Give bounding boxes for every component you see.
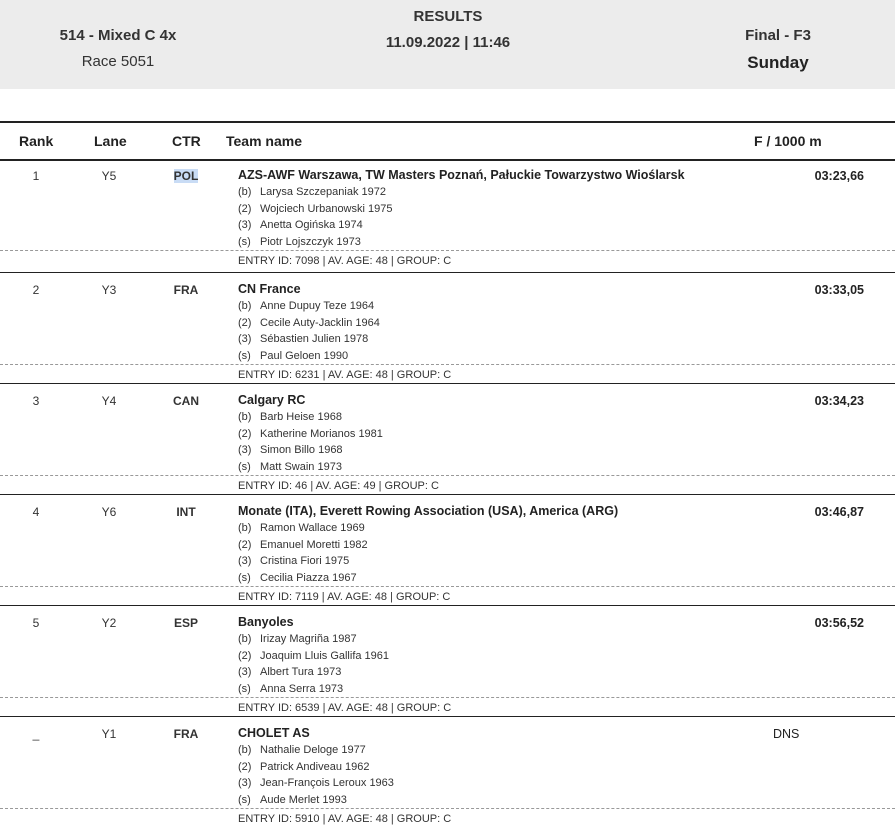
crew-name: Ramon Wallace 1969 xyxy=(260,522,365,534)
team-name: CHOLET AS xyxy=(238,726,310,740)
crew-member xyxy=(238,572,357,584)
lane-cell: Y4 xyxy=(101,394,117,408)
rank-cell: 1 xyxy=(32,169,40,183)
table-row xyxy=(0,159,895,270)
event-title: 514 - Mixed C 4x xyxy=(59,27,177,44)
crew-name: Wojciech Urbanowski 1975 xyxy=(260,202,393,215)
country-cell xyxy=(150,283,222,297)
crew-seat: (2) xyxy=(238,649,252,662)
crew-name: Cristina Fiori 1975 xyxy=(260,555,350,567)
team-name: Monate (ITA), Everett Rowing Association (USA), America (ARG) xyxy=(238,504,619,518)
row-divider xyxy=(0,364,895,365)
race-datetime: 11.09.2022 | 11:46 xyxy=(385,34,511,51)
country-code: FRA xyxy=(173,727,199,741)
time-cell: DNS xyxy=(773,727,800,741)
results-header xyxy=(0,0,895,89)
rank-cell: _ xyxy=(32,727,40,741)
crew-member xyxy=(238,633,357,645)
crew-seat: (3) xyxy=(238,777,252,789)
crew-member xyxy=(238,350,348,362)
crew-name: Barb Heise 1968 xyxy=(260,411,342,423)
crew-seat: (3) xyxy=(238,219,252,231)
table-row xyxy=(0,494,895,606)
crew-seat: (s) xyxy=(238,460,251,473)
crew-name: Nathalie Deloge 1977 xyxy=(260,744,366,756)
time-cell: 03:33,05 xyxy=(814,283,864,297)
crew-seat: (2) xyxy=(238,202,252,215)
crew-name: Cecile Auty-Jacklin 1964 xyxy=(260,316,380,329)
entry-info: ENTRY ID: 5910 | AV. AGE: 48 | GROUP: C xyxy=(238,813,452,825)
country-code: INT xyxy=(176,505,196,519)
table-header xyxy=(0,121,895,161)
crew-name: Patrick Andiveau 1962 xyxy=(260,760,370,773)
rank-cell: 5 xyxy=(32,616,40,630)
crew-seat: (s) xyxy=(238,571,251,584)
crew-member xyxy=(238,186,386,198)
crew-member xyxy=(238,461,342,473)
rank-cell: 3 xyxy=(32,394,40,408)
crew-name: Larysa Szczepaniak 1972 xyxy=(260,186,386,198)
crew-seat: (2) xyxy=(238,538,252,551)
crew-seat: (b) xyxy=(238,186,252,198)
crew-seat: (3) xyxy=(238,555,252,567)
crew-name: Albert Tura 1973 xyxy=(260,666,342,678)
lane-cell: Y2 xyxy=(101,616,117,630)
crew-name: Joaquim Lluis Gallifa 1961 xyxy=(260,649,390,662)
results-title: RESULTS xyxy=(413,8,483,25)
crew-name: Irizay Magriña 1987 xyxy=(260,633,357,645)
final-label: Final - F3 xyxy=(745,27,811,44)
crew-seat: (3) xyxy=(238,444,252,456)
crew-member xyxy=(238,428,383,440)
country-code: ESP xyxy=(173,616,198,630)
crew-member xyxy=(238,203,392,215)
race-day: Sunday xyxy=(747,53,809,72)
country-cell xyxy=(150,394,222,408)
col-ctr: CTR xyxy=(172,133,201,149)
crew-member xyxy=(238,555,349,567)
crew-member xyxy=(238,317,380,329)
crew-member xyxy=(238,761,369,773)
crew-member xyxy=(238,744,366,756)
time-cell: 03:34,23 xyxy=(814,394,864,408)
rank-cell: 4 xyxy=(32,505,40,519)
crew-seat: (b) xyxy=(238,300,252,312)
team-name: Banyoles xyxy=(238,615,294,629)
entry-info: ENTRY ID: 7098 | AV. AGE: 48 | GROUP: C xyxy=(238,255,452,267)
lane-cell: Y5 xyxy=(101,169,117,183)
crew-name: Katherine Morianos 1981 xyxy=(260,427,383,440)
table-row xyxy=(0,716,895,828)
crew-name: Aude Merlet 1993 xyxy=(260,793,347,806)
crew-seat: (3) xyxy=(238,333,252,345)
crew-name: Sébastien Julien 1978 xyxy=(260,333,369,345)
crew-seat: (2) xyxy=(238,760,252,773)
rank-cell: 2 xyxy=(32,283,40,297)
crew-seat: (b) xyxy=(238,522,252,534)
team-name: AZS-AWF Warszawa, TW Masters Poznań, Pałuckie Towarzystwo Wioślarsk xyxy=(238,168,685,182)
crew-name: Matt Swain 1973 xyxy=(260,460,342,473)
col-rank: Rank xyxy=(19,133,54,149)
time-cell: 03:23,66 xyxy=(814,169,864,183)
race-number: Race 5051 xyxy=(81,53,155,70)
crew-name: Simon Billo 1968 xyxy=(260,444,343,456)
col-team-name: Team name xyxy=(226,133,302,149)
crew-seat: (s) xyxy=(238,349,251,362)
lane-cell: Y6 xyxy=(101,505,117,519)
country-cell xyxy=(150,169,222,183)
country-code: CAN xyxy=(173,394,199,408)
crew-name: Anetta Ogińska 1974 xyxy=(260,219,363,231)
country-code: FRA xyxy=(173,283,199,297)
row-divider xyxy=(0,475,895,476)
table-row xyxy=(0,605,895,717)
entry-info: ENTRY ID: 7119 | AV. AGE: 48 | GROUP: C xyxy=(238,591,451,603)
crew-seat: (s) xyxy=(238,235,251,248)
crew-member xyxy=(238,411,342,423)
crew-name: Jean-François Leroux 1963 xyxy=(260,777,394,789)
crew-member xyxy=(238,444,343,456)
entry-info: ENTRY ID: 6539 | AV. AGE: 48 | GROUP: C xyxy=(238,702,452,714)
time-cell: 03:46,87 xyxy=(814,505,864,519)
col-time: F / 1000 m xyxy=(754,133,822,149)
crew-member xyxy=(238,683,343,695)
crew-seat: (3) xyxy=(238,666,252,678)
country-cell xyxy=(150,505,222,519)
row-divider xyxy=(0,586,895,587)
row-divider xyxy=(0,808,895,809)
crew-member xyxy=(238,650,389,662)
team-name: CN France xyxy=(238,282,301,296)
crew-member xyxy=(238,300,374,312)
crew-name: Anna Serra 1973 xyxy=(260,682,344,695)
crew-member xyxy=(238,777,394,789)
crew-seat: (s) xyxy=(238,682,251,695)
team-name: Calgary RC xyxy=(238,393,306,407)
crew-member xyxy=(238,539,368,551)
crew-member xyxy=(238,219,363,231)
lane-cell: Y3 xyxy=(101,283,117,297)
crew-name: Paul Geloen 1990 xyxy=(260,349,349,362)
col-lane: Lane xyxy=(94,133,127,149)
crew-name: Cecilia Piazza 1967 xyxy=(260,571,357,584)
crew-member xyxy=(238,666,341,678)
crew-seat: (b) xyxy=(238,744,252,756)
entry-info: ENTRY ID: 46 | AV. AGE: 49 | GROUP: C xyxy=(238,480,439,492)
table-row xyxy=(0,272,895,384)
crew-member xyxy=(238,333,368,345)
lane-cell: Y1 xyxy=(101,727,117,741)
crew-seat: (s) xyxy=(238,793,251,806)
entry-info: ENTRY ID: 6231 | AV. AGE: 48 | GROUP: C xyxy=(238,369,452,381)
crew-name: Emanuel Moretti 1982 xyxy=(260,538,368,551)
row-divider xyxy=(0,697,895,698)
crew-seat: (2) xyxy=(238,427,252,440)
crew-seat: (2) xyxy=(238,316,252,329)
time-cell: 03:56,52 xyxy=(814,616,864,630)
crew-seat: (b) xyxy=(238,411,252,423)
country-cell xyxy=(150,727,222,741)
country-code: POL xyxy=(173,169,199,183)
crew-member xyxy=(238,794,347,806)
crew-member xyxy=(238,522,365,534)
crew-name: Piotr Lojszczyk 1973 xyxy=(260,235,361,248)
crew-member xyxy=(238,236,361,248)
country-cell xyxy=(150,616,222,630)
crew-seat: (b) xyxy=(238,633,252,645)
table-row xyxy=(0,383,895,495)
row-divider xyxy=(0,250,895,251)
crew-name: Anne Dupuy Teze 1964 xyxy=(260,300,375,312)
